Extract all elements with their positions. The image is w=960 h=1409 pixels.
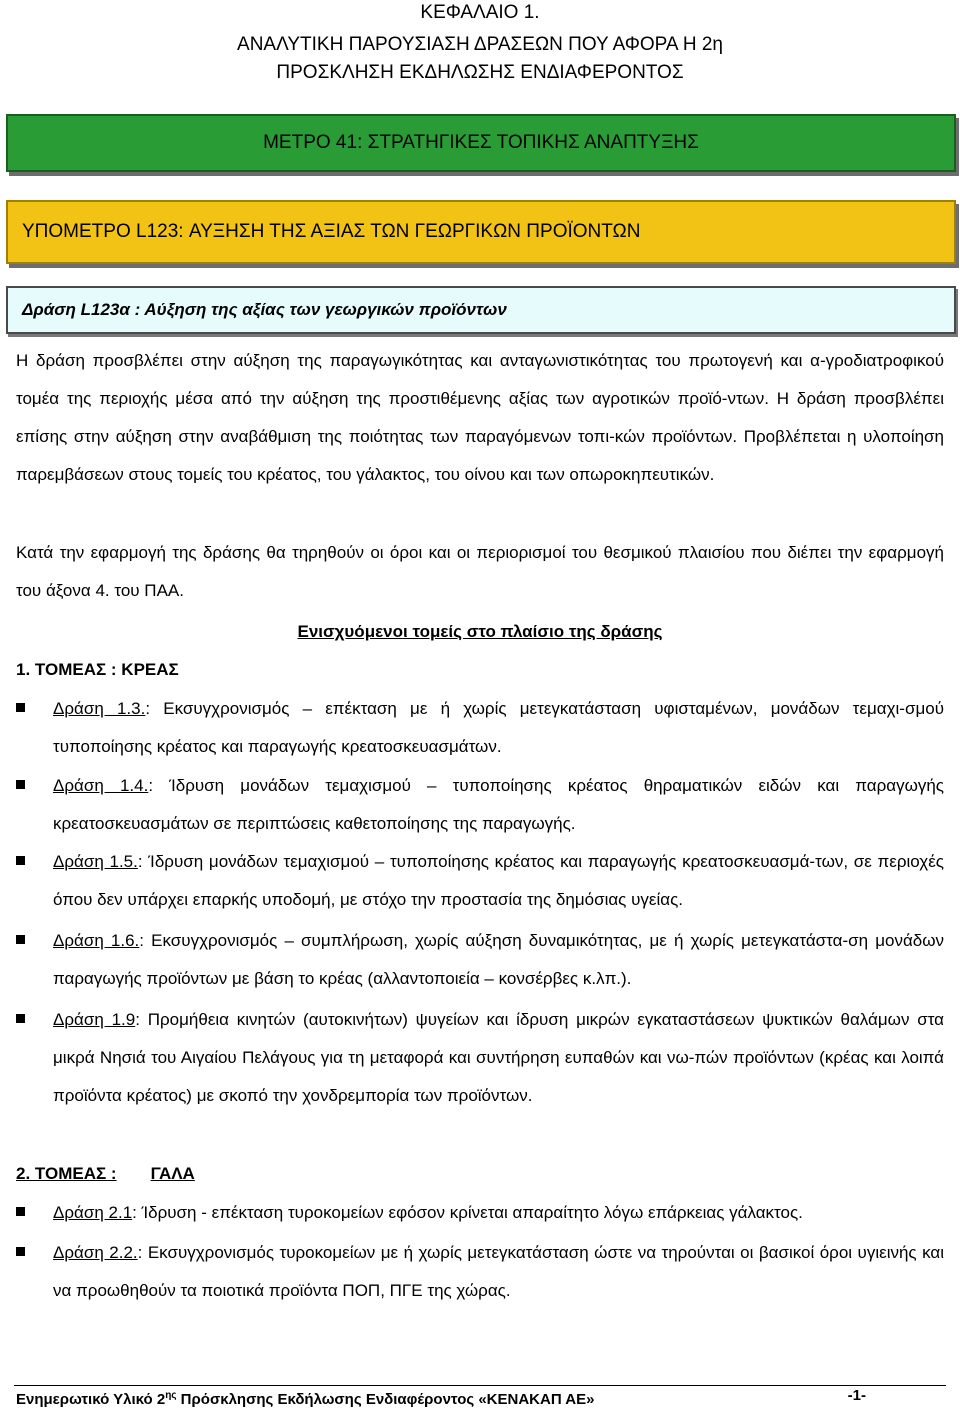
list-item [16,1234,944,1310]
list-item [16,1194,944,1232]
action-banner: Δράση L123α : Αύξηση της αξίας των γεωργικών προϊόντων [6,286,956,334]
list-item [16,843,944,919]
sectors-subheading: Ενισχυόμενοι τομείς στο πλαίσιο της δράσης [297,622,663,641]
action-text: : Εκσυγχρονισμός – συμπλήρωση, χωρίς αύξηση δυναμικότητας, με ή χωρίς μετεγκατάστα-ση μονάδων παραγωγής προϊόντων με βάση το κρέας (αλλαντοποιεία – κονσέρβες κ.λπ.). [53,931,945,988]
bullet-square-icon [16,856,25,865]
action-text: : Ίδρυση μονάδων τεμαχισμού – τυποποίησης κρέατος θηραματικών ειδών και παραγωγής κρεατοσκευασμάτων σε περιπτώσεις καθετοποίησης της παραγωγής. [53,776,944,833]
footer-text-b: Πρόσκλησης Εκδήλωσης Ενδιαφέροντος «ΚΕΝΑΚΑΠ ΑΕ» [176,1391,595,1408]
list-item [16,690,944,766]
bullet-square-icon [16,1207,25,1216]
sector-1-title: 1. ΤΟΜΕΑΣ : ΚΡΕΑΣ [16,660,179,679]
bullet-square-icon [16,1014,25,1023]
chapter-title: ΚΕΦΑΛΑΙΟ 1. [420,2,540,23]
action-text: : Εκσυγχρονισμός – επέκταση με ή χωρίς μετεγκατάσταση υφισταμένων, μονάδων τεμαχι-σμού τυποποίησης κρέατος και παραγωγής κρεατοσκευασμάτων. [53,699,944,756]
framework-paragraph: Κατά την εφαρμογή της δράσης θα τηρηθούν οι όροι και οι περιορισμοί του θεσμικού πλαισίου που διέπει την εφαρμογή του άξονα 4. του ΠΑΑ. [16,543,944,600]
action-label: Δράση 2.1 [53,1203,133,1222]
bullet-square-icon [16,703,25,712]
action-label: Δράση 1.3. [53,699,146,718]
action-text: : Ίδρυση - επέκταση τυροκομείων εφόσον κρίνεται απαραίτητο λόγω επάρκειας γάλακτος. [132,1203,803,1222]
footer-divider [14,1385,946,1386]
chapter-subtitle-line2: ΠΡΟΣΚΛΗΣΗ ΕΚΔΗΛΩΣΗΣ ΕΝΔΙΑΦΕΡΟΝΤΟΣ [276,62,684,83]
list-item [16,1001,944,1115]
page-number: -1- [847,1387,866,1404]
action-label: Δράση 1.4. [53,776,149,795]
sector-2-label: 2. ΤΟΜΕΑΣ : [16,1164,117,1183]
footer-text-a: Ενημερωτικό Υλικό 2 [16,1391,166,1408]
bullet-square-icon [16,935,25,944]
submeasure-banner: ΥΠΟΜΕΤΡΟ L123: ΑΥΞΗΣΗ ΤΗΣ ΑΞΙΑΣ ΤΩΝ ΓΕΩΡΓΙΚΩΝ ΠΡΟΪΟΝΤΩΝ [6,200,956,264]
action-text: : Ίδρυση μονάδων τεμαχισμού – τυποποίησης κρέατος και παραγωγής κρεατοσκευασμά-των, σε περιοχές όπου δεν υπάρχει επαρκής υποδομή, με στόχο την προστασία της δημόσιας υγείας. [53,852,944,909]
bullet-square-icon [16,1247,25,1256]
measure-banner: ΜΕΤΡΟ 41: ΣΤΡΑΤΗΓΙΚΕΣ ΤΟΠΙΚΗΣ ΑΝΑΠΤΥΞΗΣ [6,114,956,172]
intro-paragraph: Η δράση προσβλέπει στην αύξηση της παραγωγικότητας και ανταγωνιστικότητας του πρωτογενή και α-γροδιατροφικού τομέα της περιοχής μέσα από την αύξηση της προστιθέμενης αξίας των αγροτικών προϊό-ντων. Η δράση προσβλέπει επίσης στην αύξηση στην αναβάθμιση της ποιότητας των παραγόμενων τοπι-κών προϊόντων. Προβλέπεται η υλοποίηση παρεμβάσεων στους τομείς του κρέατος, του γάλακτος, του οίνου και των οπωροκηπευτικών. [16,351,944,484]
action-label: Δράση 2.2. [53,1243,138,1262]
list-item [16,922,944,998]
action-label: Δράση 1.6. [53,931,140,950]
list-item [16,767,944,843]
action-label: Δράση 1.5. [53,852,138,871]
action-label: Δράση 1.9 [53,1010,136,1029]
action-text: : Προμήθεια κινητών (αυτοκινήτων) ψυγείων και ίδρυση μικρών εγκαταστάσεων ψυκτικών θαλάμων στα μικρά Νησιά του Αιγαίου Πελάγους για τη μεταφορά και συντήρηση ευπαθών και νω-πών προϊόντων (κρέας και λοιπά προϊόντα κρέατος) με σκοπό την χονδρεμπορία των προϊόντων. [53,1010,945,1105]
sector-2-title [16,1164,195,1184]
bullet-square-icon [16,780,25,789]
page-footer [16,1387,944,1409]
chapter-subtitle-line1: ΑΝΑΛΥΤΙΚΗ ΠΑΡΟΥΣΙΑΣΗ ΔΡΑΣΕΩΝ ΠΟΥ ΑΦΟΡΑ Η 2η [237,34,723,55]
action-text: : Εκσυγχρονισμός τυροκομείων με ή χωρίς μετεγκατάσταση ώστε να τηρούνται οι βασικοί όροι υγιεινής και να προωθηθούν τα ποιοτικά προϊόντα ΠΟΠ, ΠΓΕ της χώρας. [53,1243,944,1300]
footer-superscript: ης [165,1390,177,1401]
sector-2-name: ΓΑΛΑ [150,1164,195,1183]
